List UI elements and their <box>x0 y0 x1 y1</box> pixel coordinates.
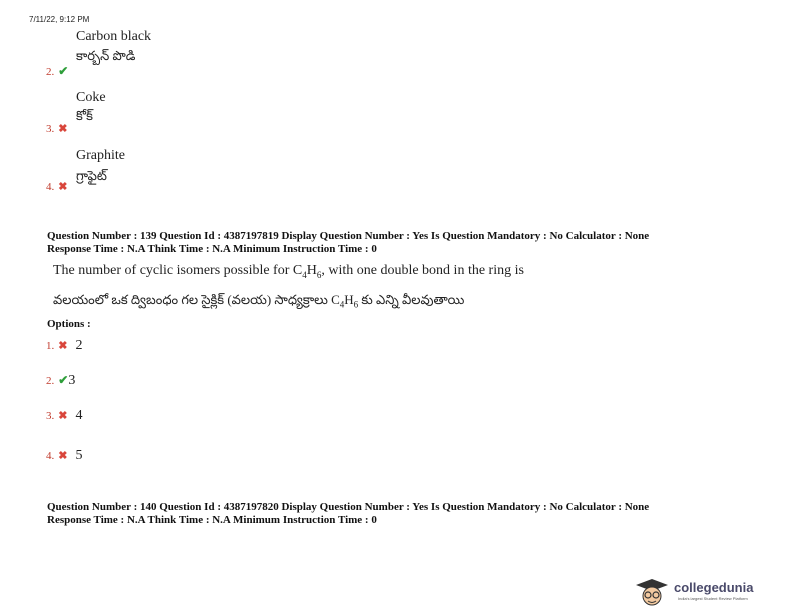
option-4-row <box>46 177 67 195</box>
question-140-meta-line2: Response Time : N.A Think Time : N.A Minimum Instruction Time : 0 <box>47 514 377 526</box>
option-2-english: Carbon black <box>76 29 152 44</box>
option-3-row <box>46 119 67 137</box>
option-2-telugu: కార్బన్ పొడి <box>76 48 136 63</box>
cross-icon: ✖ <box>58 450 68 462</box>
logo-wordmark: collegedunia <box>674 580 754 595</box>
cross-icon: ✖ <box>58 123 68 135</box>
options-label: Options : <box>47 318 91 330</box>
option-1-row <box>46 336 82 354</box>
option-value: 2 <box>75 338 83 353</box>
option-4-telugu: గ్రాఫైట్ <box>76 168 107 183</box>
option-number: 2. <box>46 66 55 78</box>
question-139-meta-line1: Question Number : 139 Question Id : 4387197819 Display Question Number : Yes Is Question Mandatory : No Calculator : None <box>47 230 650 242</box>
option-2-row-q139 <box>46 371 75 389</box>
option-value: 3 <box>68 373 76 388</box>
logo-tagline: India's largest Student Review Platform <box>678 596 748 601</box>
option-2-row <box>46 62 68 80</box>
question-140-meta-line1: Question Number : 140 Question Id : 4387197820 Display Question Number : Yes Is Question Mandatory : No Calculator : None <box>47 501 650 513</box>
option-3-telugu: కోక్ <box>76 108 93 123</box>
question-139-meta-line2: Response Time : N.A Think Time : N.A Minimum Instruction Time : 0 <box>47 243 377 255</box>
check-icon: ✔ <box>58 64 69 78</box>
mascot-icon <box>632 577 672 607</box>
cross-icon: ✖ <box>58 410 68 422</box>
option-4-row-q139 <box>46 446 82 464</box>
question-139-text-telugu: వలయంలో ఒక ద్విబంధం గల సైక్లిక్ (వలయ) సాధ్యక్రాలు $C_4H_6$ కు ఎన్ని వీలవుతాయి <box>53 292 465 310</box>
option-number: 4. <box>46 181 55 193</box>
option-number: 4. <box>46 450 55 462</box>
check-icon: ✔ <box>58 373 69 387</box>
cross-icon: ✖ <box>58 181 68 193</box>
option-4-english: Graphite <box>76 148 125 163</box>
option-number: 3. <box>46 410 55 422</box>
option-number: 2. <box>46 375 55 387</box>
option-value: 5 <box>75 448 83 463</box>
print-timestamp: 7/11/22, 9:12 PM <box>29 15 90 24</box>
option-value: 4 <box>75 408 83 423</box>
option-number: 3. <box>46 123 55 135</box>
option-3-english: Coke <box>76 90 106 105</box>
option-3-row-q139 <box>46 406 82 424</box>
collegedunia-logo <box>632 577 790 607</box>
option-number: 1. <box>46 340 55 352</box>
cross-icon: ✖ <box>58 340 68 352</box>
question-139-text-english: The number of cyclic isomers possible for $C_4H_6$, with one double bond in the ring is <box>53 263 524 280</box>
